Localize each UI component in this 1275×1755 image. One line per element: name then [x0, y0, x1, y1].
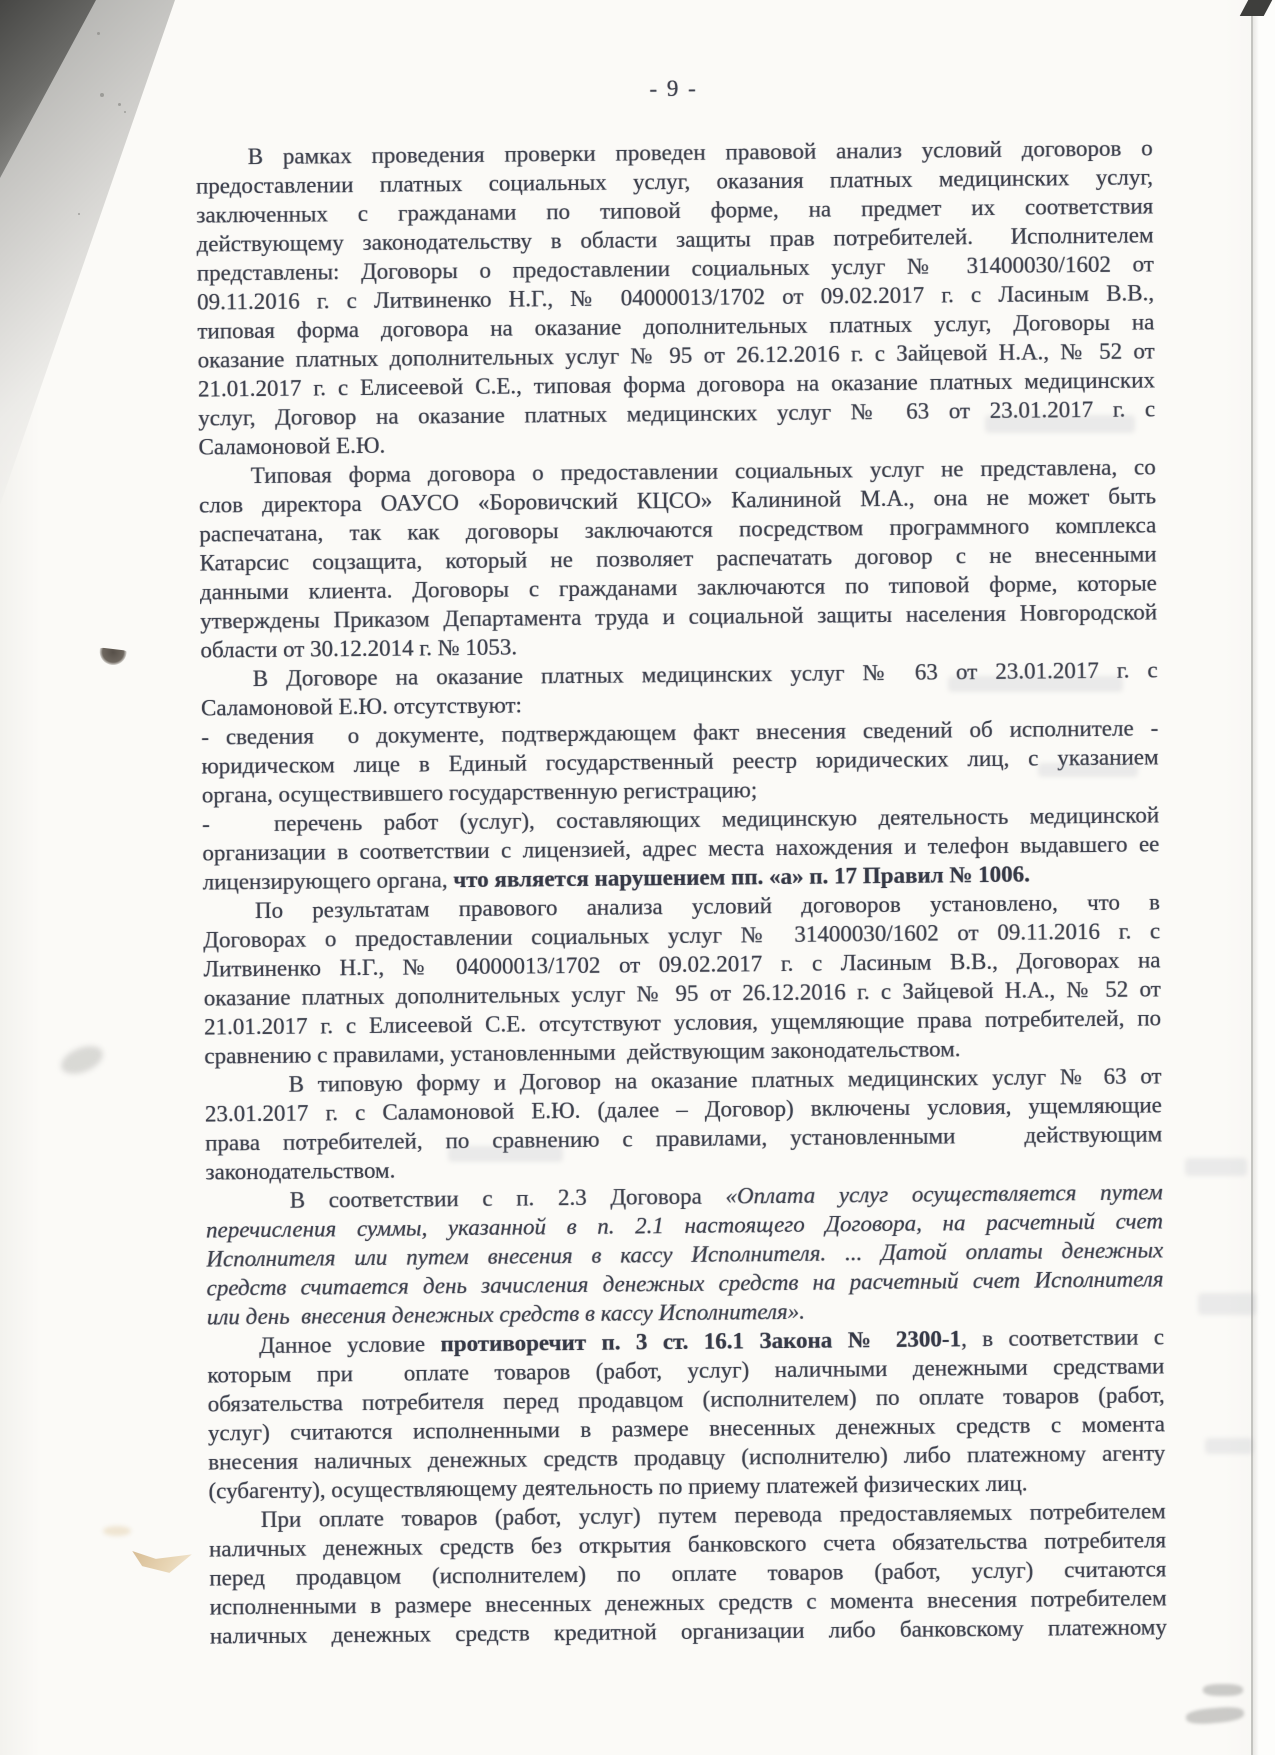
text-segment-normal: обязательства потребителя перед продавцом (исполнителем) по оплате товаров (работ, [207, 1382, 1165, 1417]
bleed-through-text [1205, 1438, 1253, 1454]
text-segment-normal: услуг) считаются исполненными в размере внесенных денежных средств с момента [207, 1411, 1166, 1446]
paper-stain [131, 1546, 193, 1574]
text-segment-normal: юридическом лице в Единый государственный реестр юридических лиц, с указанием [201, 744, 1159, 779]
text-segment-normal: слов директора ОАУСО «Боровичский КЦСО» Калининой М.А., она не может быть [198, 483, 1157, 518]
paragraph [207, 1322, 1166, 1505]
paragraph [205, 1061, 1163, 1186]
dust-speck [97, 32, 100, 35]
dust-speck [100, 93, 104, 97]
text-segment-italic: «Оплата услуг осуществляется путем [725, 1179, 1163, 1209]
text-segment-normal: В Договоре на оказание платных медицинских услуг № 63 от 23.01.2017 г. с [252, 657, 1158, 692]
text-segment-normal: В рамках проведения проверки проведен правовой анализ условий договоров о [247, 135, 1153, 170]
text-segment-normal: распечатана, так как договоры заключаются посредством программного комплекса [199, 512, 1157, 547]
text-segment-normal: типовая форма договора на оказание дополнительных платных услуг, Договоры на [197, 309, 1155, 344]
text-segment-normal: внесения наличных денежных средств продавцу (исполнителю) либо платежному агенту [208, 1440, 1166, 1475]
text-segment-normal: 23.01.2017 г. с Саламоновой Е.Ю. (далее – Договор) включены условия, ущемляющие [204, 1092, 1162, 1127]
text-segment-normal: действующему законодательству в области защиты прав потребителей. Исполнителем [196, 222, 1154, 257]
text-segment-normal: утверждены Приказом Департамента труда и социальной защиты населения Новгородской [200, 599, 1158, 634]
text-segment-normal: По результатам правового анализа условий договоров установлено, что в [254, 889, 1161, 924]
text-segment-normal: законодательством. [205, 1157, 396, 1185]
dust-speck [118, 103, 121, 106]
paragraph [201, 713, 1159, 809]
text-segment-normal: При оплате товаров (работ, услуг) путем перевода предоставляемых потребителем [260, 1498, 1166, 1533]
text-segment-normal: наличных денежных средств без открытия банковского счета обязательства потребителя [208, 1527, 1167, 1562]
text-segment-normal: перед продавцом (исполнителем) по оплате товаров (работ, услуг) считаются [209, 1556, 1167, 1591]
text-segment-normal: представлены: Договоры о предоставлении социальных услуг № 31400030/1602 от [196, 251, 1154, 286]
pencil-smudge [57, 1041, 107, 1080]
text-segment-normal: Типовая форма договора о предоставлении социальных услуг не представлена, со [250, 454, 1156, 489]
text-segment-normal: 21.01.2017 г. с Елисеевой С.Е., типовая форма договора на оказание платных медицинских [197, 367, 1156, 402]
text-segment-normal: 09.11.2016 г. с Литвиненко Н.Г., № 04000013/1702 от 09.02.2017 г. с Ласиным В.В., [197, 280, 1155, 315]
text-segment-italic: или день внесения денежных средств в кассу Исполнителя». [206, 1298, 806, 1330]
text-segment-normal: - сведения о документе, подтверждающем факт внесения сведений об исполнителе - [201, 715, 1159, 750]
text-segment-normal: 21.01.2017 г. с Елисеевой С.Е. отсутствуют условия, ущемляющие права потребителей, по [203, 1005, 1162, 1040]
text-segment-normal: Саламоновой Е.Ю. [198, 432, 386, 460]
text-segment-normal: Саламоновой Е.Ю. отсутствуют: [200, 692, 523, 721]
text-segment-normal: - перечень работ (услуг), составляющих медицинскую деятельность медицинской [202, 802, 1160, 837]
text-segment-normal: Договорах о предоставлении социальных услуг № 31400030/1602 от 09.11.2016 г. с [203, 918, 1161, 953]
text-segment-normal: органа, осуществившего государственную регистрацию; [201, 777, 758, 808]
paragraph [196, 133, 1156, 461]
bleed-through-text [1198, 1293, 1256, 1315]
text-segment-normal: , в соответствии с [960, 1324, 1165, 1352]
text-segment-normal: организации в соответствии с лицензией, адрес места нахождения и телефон выдавшего ее [202, 831, 1160, 866]
bleed-through-text [1185, 1158, 1247, 1176]
text-segment-normal: лицензирующего органа, [202, 867, 454, 895]
text-segment-bold: что является нарушением пп. «а» п. 17 Правил № 1006. [453, 861, 1031, 893]
paragraph [206, 1177, 1164, 1331]
paragraph [199, 452, 1158, 664]
text-segment-normal: заключенных с гражданами по типовой форме, на предмет их соответствия [196, 193, 1154, 228]
dust-speck [78, 213, 80, 215]
text-segment-normal: Данное условие [259, 1331, 441, 1359]
text-segment-italic: Исполнителя или путем внесения в кассу Исполнителя. ... Датой оплаты денежных [206, 1237, 1164, 1272]
text-block [195, 73, 1167, 1650]
text-segment-normal: которым при оплате товаров (работ, услуг) наличными денежными средствами [207, 1353, 1165, 1388]
scan-smudge [1185, 1706, 1244, 1726]
text-segment-normal: оказание платных дополнительных услуг № 95 от 26.12.2016 г. с Зайцевой Н.А., № 52 от [203, 976, 1161, 1011]
text-segment-italic: перечисления суммы, указанной в п. 2.1 настоящего Договора, на расчетный счет [205, 1208, 1164, 1243]
text-segment-normal: В типовую форму и Договор на оказание платных медицинских услуг № 63 от [288, 1063, 1162, 1097]
page-number: - 9 - [649, 75, 698, 102]
text-segment-normal: данными клиента. Договоры с гражданами заключаются по типовой форме, которые [199, 570, 1157, 605]
paper-stain-faint [103, 1526, 131, 1536]
text-segment-normal: оказание платных дополнительных услуг № 95 от 26.12.2016 г. с Зайцевой Н.А., № 52 от [197, 338, 1155, 373]
text-segment-normal: наличных денежных средств кредитной организации либо банковскому платежному [209, 1614, 1168, 1649]
scan-smudge [1203, 1684, 1243, 1696]
text-segment-normal: исполненными в размере внесенных денежных средств с момента внесения потребителем [209, 1585, 1167, 1620]
bleed-through-text [948, 676, 1123, 692]
paragraph [203, 887, 1162, 1070]
bleed-through-text [985, 415, 1135, 433]
text-segment-normal: В соответствии с п. 2.3 Договора [289, 1183, 726, 1213]
bleed-through-text [1038, 763, 1138, 777]
paragraph [209, 1496, 1167, 1650]
text-segment-bold: противоречит п. 3 ст. 16.1 Закона № 2300-1 [440, 1326, 962, 1357]
text-segment-normal: Катарсис соцзащита, который не позволяет распечатать договор с не внесенными [199, 541, 1157, 576]
text-segment-italic: средств считается день зачисления денежных средств на расчетный счет Исполнителя [206, 1266, 1164, 1301]
document-body [196, 133, 1167, 1650]
text-segment-normal: Литвиненко Н.Г., № 04000013/1702 от 09.02.2017 г. с Ласиным В.В., Договорах на [203, 947, 1161, 982]
text-segment-normal: (субагенту), осуществляющему деятельность по приему платежей физических лиц. [208, 1470, 1028, 1504]
ink-smudge [98, 647, 127, 666]
bleed-through-text [448, 1146, 563, 1162]
text-segment-normal: права потребителей, по сравнению с правилами, установленными действующим [205, 1121, 1163, 1156]
paper-right-edge [1251, 0, 1275, 1755]
paragraph [202, 800, 1160, 896]
text-segment-normal: области от 30.12.2014 г. № 1053. [200, 634, 518, 663]
text-segment-normal: предоставлении платных социальных услуг, оказания платных медицинских услуг, [195, 164, 1154, 199]
text-segment-normal: услуг, Договор на оказание платных медицинских услуг № 63 от 23.01.2017 г. с [198, 396, 1156, 431]
dust-speck [124, 111, 126, 113]
text-segment-normal: сравнению с правилами, установленными действующим законодательством. [204, 1036, 961, 1069]
